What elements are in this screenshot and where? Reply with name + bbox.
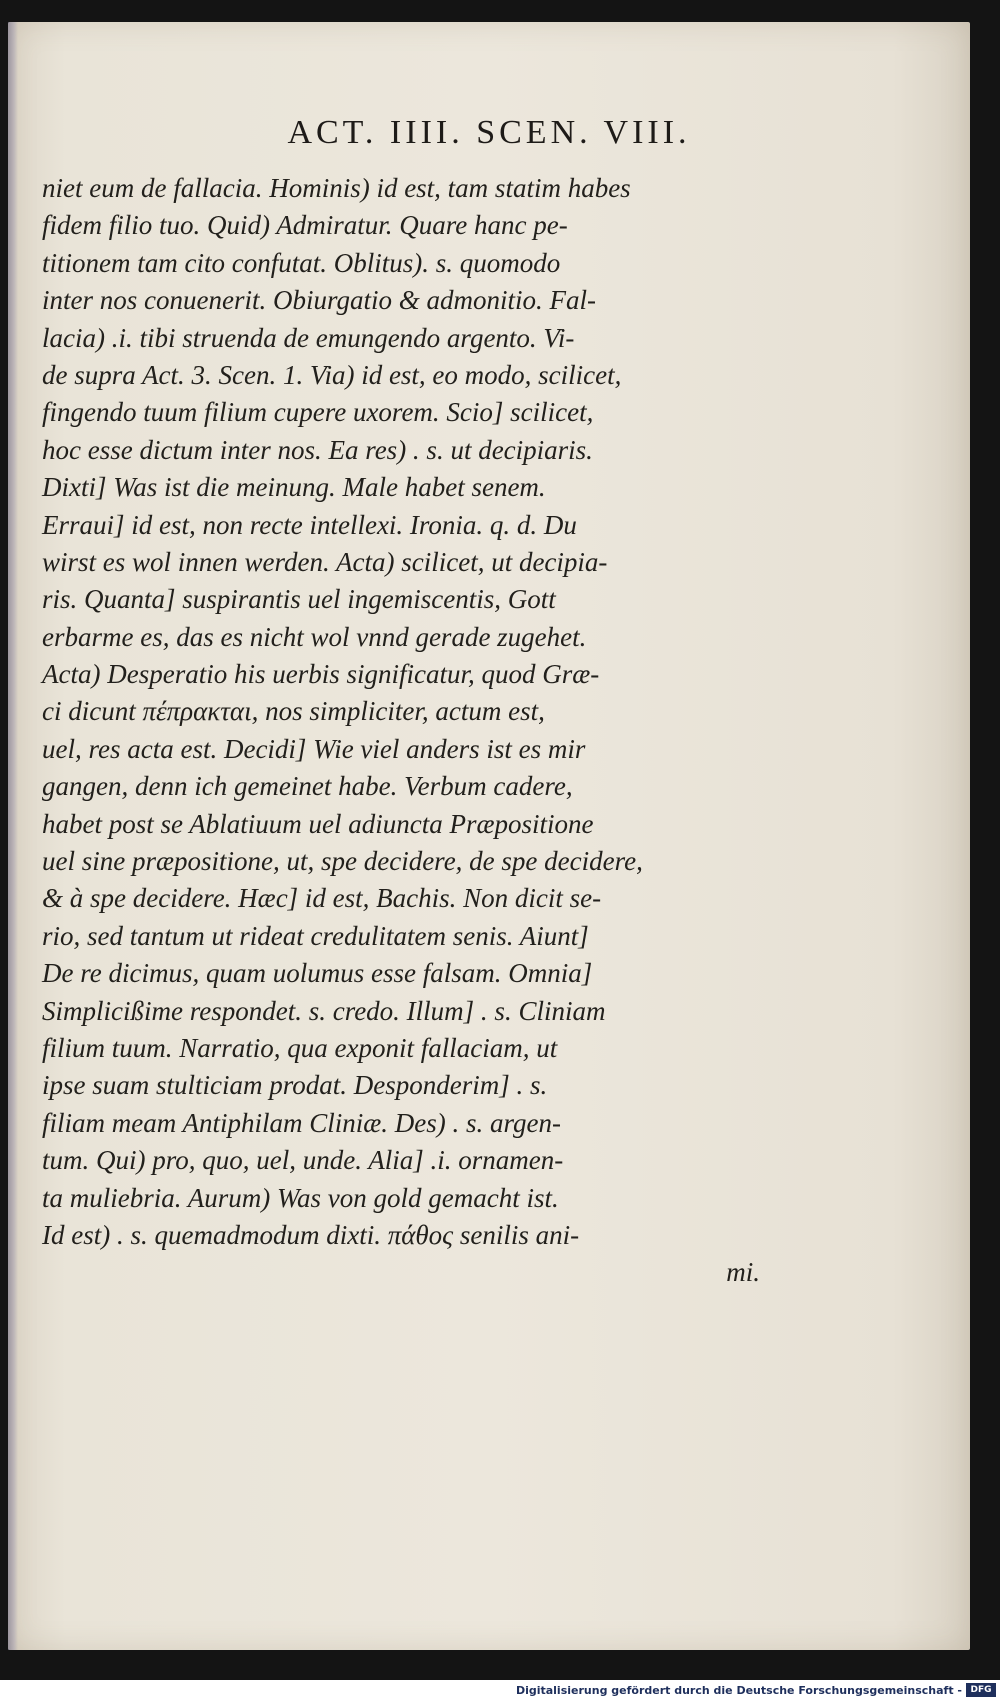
text-line: De re dicimus, quam uolumus esse falsam. Omnia] bbox=[42, 958, 593, 989]
text-line: filium tuum. Narratio, qua exponit fallaciam, ut bbox=[42, 1032, 558, 1063]
text-line: de supra Act. 3. Scen. 1. Via) id est, eo modo, scilicet, bbox=[42, 359, 622, 390]
text-line: & à spe decidere. Hæc] id est, Bachis. Non dicit se- bbox=[42, 883, 602, 914]
text-line: ci dicunt πέπρακται, nos simpliciter, actum est, bbox=[42, 696, 545, 727]
text-line: hoc esse dictum inter nos. Ea res) . s. ut decipiaris. bbox=[42, 434, 593, 465]
text-line: gangen, denn ich gemeinet habe. Verbum cadere, bbox=[42, 771, 573, 802]
commentary-text bbox=[42, 170, 762, 1292]
text-line: Dixti] Was ist die meinung. Male habet senem. bbox=[42, 472, 546, 503]
text-line: niet eum de fallacia. Hominis) id est, tam statim habes bbox=[42, 173, 631, 203]
text-line: filiam meam Antiphilam Cliniæ. Des) . s. argen- bbox=[42, 1107, 561, 1138]
text-line: fingendo tuum filium cupere uxorem. Scio] scilicet, bbox=[42, 397, 594, 428]
text-line: habet post se Ablatiuum uel adiuncta Præpositione bbox=[42, 808, 594, 839]
running-head: ACT. IIII. SCEN. VIII. bbox=[287, 114, 691, 151]
text-line: Erraui] id est, non recte intellexi. Ironia. q. d. Du bbox=[42, 509, 577, 540]
text-line: lacia) .i. tibi struenda de emungendo argento. Vi- bbox=[42, 322, 575, 353]
text-line: wirst es wol innen werden. Acta) scilicet, ut decipia- bbox=[42, 546, 608, 577]
text-line: Acta) Desperatio his uerbis significatur, quod Græ- bbox=[42, 659, 600, 690]
page-binding-edge bbox=[8, 22, 18, 1650]
text-line: tum. Qui) pro, quo, uel, unde. Alia] .i. ornamen- bbox=[42, 1145, 564, 1176]
text-line: ipse suam stulticiam prodat. Desponderim] . s. bbox=[42, 1070, 548, 1101]
text-line: erbarme es, das es nicht wol vnnd gerade zugehet. bbox=[42, 621, 587, 652]
text-line: fidem filio tuo. Quid) Admiratur. Quare hanc pe- bbox=[42, 210, 568, 241]
text-line: rio, sed tantum ut rideat credulitatem senis. Aiunt] bbox=[42, 920, 589, 951]
footer-bar bbox=[0, 1680, 1000, 1700]
footer-credit: Digitalisierung gefördert durch die Deutsche Forschungsgemeinschaft - bbox=[515, 1684, 962, 1697]
book-page bbox=[8, 22, 970, 1650]
dfg-logo: DFG bbox=[966, 1683, 996, 1697]
text-line: inter nos conuenerit. Obiurgatio & admonitio. Fal- bbox=[42, 285, 596, 316]
text-line: Simplicißime respondet. s. credo. Illum] . s. Cliniam bbox=[42, 995, 606, 1026]
text-line: uel, res acta est. Decidi] Wie viel anders ist es mir bbox=[42, 733, 586, 764]
text-line: uel sine præpositione, ut, spe decidere, de spe decidere, bbox=[42, 846, 643, 877]
text-line: ris. Quanta] suspirantis uel ingemiscentis, Gott bbox=[42, 584, 556, 615]
text-line: titionem tam cito confutat. Oblitus). s. quomodo bbox=[42, 247, 561, 278]
text-line: Id est) . s. quemadmodum dixti. πάθος senilis ani- bbox=[42, 1219, 580, 1250]
text-line: mi. bbox=[726, 1257, 760, 1288]
text-line: ta muliebria. Aurum) Was von gold gemacht ist. bbox=[42, 1182, 559, 1213]
